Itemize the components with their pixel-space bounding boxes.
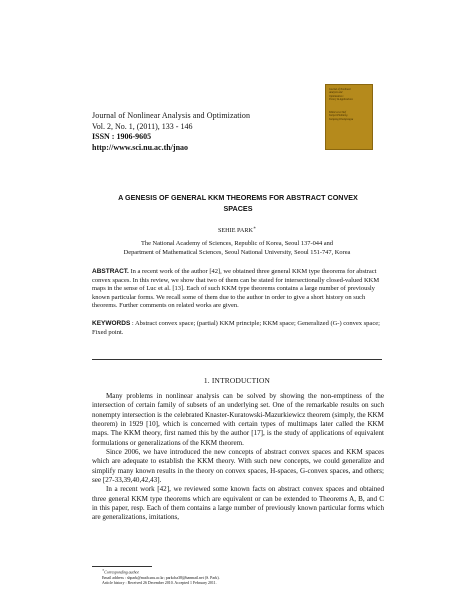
cover-line: Journal of Nonlinear (329, 88, 351, 91)
author-name: SEHIE PARK (217, 227, 253, 235)
footnotes (92, 566, 382, 587)
divider (92, 359, 382, 360)
paragraph: In a recent work [42], we reviewed some known facts on abstract convex spaces and obtained three general KKM type theorems which are equivalent or can be extended to Theorems A, B, and C in this paper, resp. Each of them contains a large number of previously known particular forms which are generalizations, imitations, (92, 485, 384, 522)
footnote-divider (92, 566, 152, 567)
cover-line: Analysis and (329, 91, 343, 95)
footnote-email: Email address : shpark@math.snu.ac.kr; parkcha38@hanmail.net (S. Park). (102, 575, 220, 580)
journal-cover-image (325, 84, 373, 150)
cover-line: Somyot Plubtieng (329, 114, 348, 118)
footnote-text: Corresponding author. (104, 570, 140, 575)
paragraph: Many problems in nonlinear analysis can be solved by showing the non-emptiness of the intersection of certain family of subsets of an underlying set. One of the remarkable results on such nonempty intersection is the celebrated Knaster-Kuratowski-Mazurkiewicz theorem (simply, the KKM theorem) in 1929 [10], which is concerned with certain types of multimaps later called the KKM maps. The KKM theory, first named this by the author [17], is the study of applications of equivalent formulations or generalizations of the KKM theorem. (92, 392, 384, 447)
cover-line: Optimization : (329, 94, 345, 98)
cover-line: Sompong Dhompongsa (329, 117, 354, 121)
journal-url[interactable]: http://www.sci.nu.ac.th/jnao (92, 142, 189, 152)
abstract-label: ABSTRACT. (92, 268, 129, 275)
affiliation-line: Department of Mathematical Sciences, Seoul National University, Seoul 151-747, Korea (123, 248, 351, 256)
title-line: A GENESIS OF GENERAL KKM THEOREMS FOR ABSTRACT CONVEX (118, 193, 358, 202)
paper-title (88, 193, 388, 214)
journal-header (92, 111, 250, 153)
section-heading: 1. INTRODUCTION (203, 376, 271, 385)
journal-name: Journal of Nonlinear Analysis and Optimization (92, 111, 251, 120)
cover-line: Theory & Applications (329, 97, 353, 101)
author (0, 225, 474, 234)
journal-volume: Vol. 2, No. 1, (2011), 133 - 146 (92, 121, 193, 131)
title-line: SPACES (223, 203, 253, 213)
body-text (92, 392, 384, 523)
paragraph: Since 2006, we have introduced the new concepts of abstract convex spaces and KKM spaces which are adequate to establish the KKM theory. With such new concepts, we could generalize and simplify many known results in the theory on convex spaces, H-spaces, G-convex spaces, and others; see [27-33,39,40,42,43]. (92, 448, 384, 485)
affiliation (0, 240, 474, 258)
affiliation-line: The National Academy of Sciences, Republic of Korea, Seoul 137-044 and (140, 240, 334, 247)
cover-line: Editors-in-Chief (329, 111, 347, 115)
keywords-text: : Abstract convex space; (partial) KKM principle; KKM space; Generalized (G-) convex space; Fixed point. (92, 320, 380, 336)
abstract (92, 268, 382, 311)
footnote-history: Article history : Received 26 December 2010. Accepted 1 February 2011. (102, 581, 217, 586)
abstract-text: In a recent work of the author [42], we obtained three general KKM type theorems for abstract convex spaces. In this review, we show that two of them can be stated for intersectionally closed-valued KKM maps in the sense of Luc et al. [13]. Each of such KKM type theorems contains a large number of previously known particular forms. We recall some of them due to the author in order to give a short history on such theorems. Further comments on related works are given. (92, 268, 380, 310)
journal-issn: ISSN : 1906-9605 (92, 132, 152, 142)
keywords (92, 320, 382, 337)
author-footnote-mark: ∗ (252, 225, 257, 230)
footnote-mark: ∗ (102, 568, 105, 572)
keywords-label: KEYWORDS (92, 320, 131, 327)
footnote-corresponding (92, 568, 382, 576)
